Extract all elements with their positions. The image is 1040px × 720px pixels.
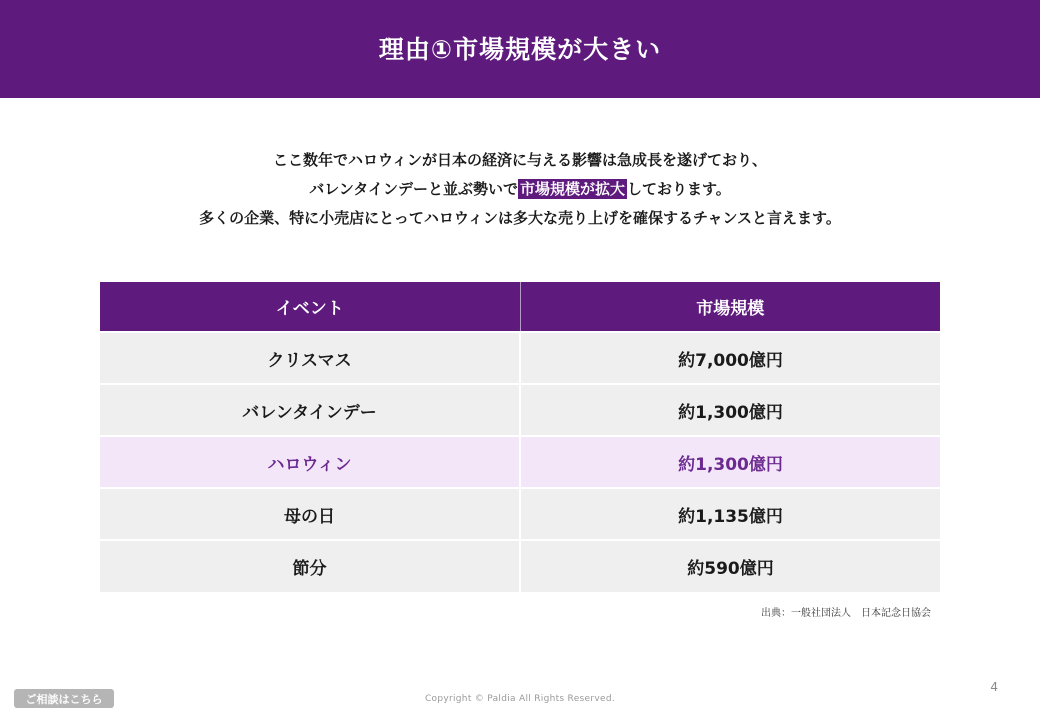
intro-line-2-before: バレンタインデーと並ぶ勢いで (309, 180, 518, 198)
intro-text (0, 146, 1040, 233)
market-size-table (100, 282, 940, 592)
source-citation: 出典：一般社団法人 日本記念日協会 (761, 608, 931, 619)
event-cell: 母の日 (100, 488, 520, 540)
table-header-row (100, 282, 940, 332)
header-market-size: 市場規模 (520, 282, 940, 332)
intro-highlight: 市場規模が拡大 (519, 180, 625, 198)
title-banner (0, 0, 1040, 98)
intro-line-3: 多くの企業、特に小売店にとってハロウィンは多大な売り上げを確保するチャンスと言えます。 (199, 209, 841, 227)
table-row-highlighted (100, 436, 940, 488)
event-cell: 節分 (100, 540, 520, 592)
intro-line-2 (0, 175, 1040, 204)
table-row (100, 488, 940, 540)
event-cell: クリスマス (100, 332, 520, 384)
table-row (100, 384, 940, 436)
event-cell: バレンタインデー (100, 384, 520, 436)
market-size-cell: 約590億円 (520, 540, 940, 592)
table-row (100, 332, 940, 384)
market-size-cell: 約1,135億円 (520, 488, 940, 540)
market-size-cell: 約7,000億円 (520, 332, 940, 384)
intro-line-1: ここ数年でハロウィンが日本の経済に与える影響は急成長を遂げており、 (272, 151, 768, 169)
market-size-cell: 約1,300億円 (520, 436, 940, 488)
event-cell: ハロウィン (100, 436, 520, 488)
intro-line-2-after: しております。 (626, 180, 731, 198)
header-event: イベント (100, 282, 520, 332)
table-row (100, 540, 940, 592)
copyright: Copyright © Paldia All Rights Reserved. (424, 694, 616, 704)
page-number: 4 (990, 680, 998, 694)
market-size-cell: 約1,300億円 (520, 384, 940, 436)
consult-button[interactable]: ご相談はこちら (14, 689, 114, 708)
page-title: 理由①市場規模が大きい (378, 35, 662, 64)
